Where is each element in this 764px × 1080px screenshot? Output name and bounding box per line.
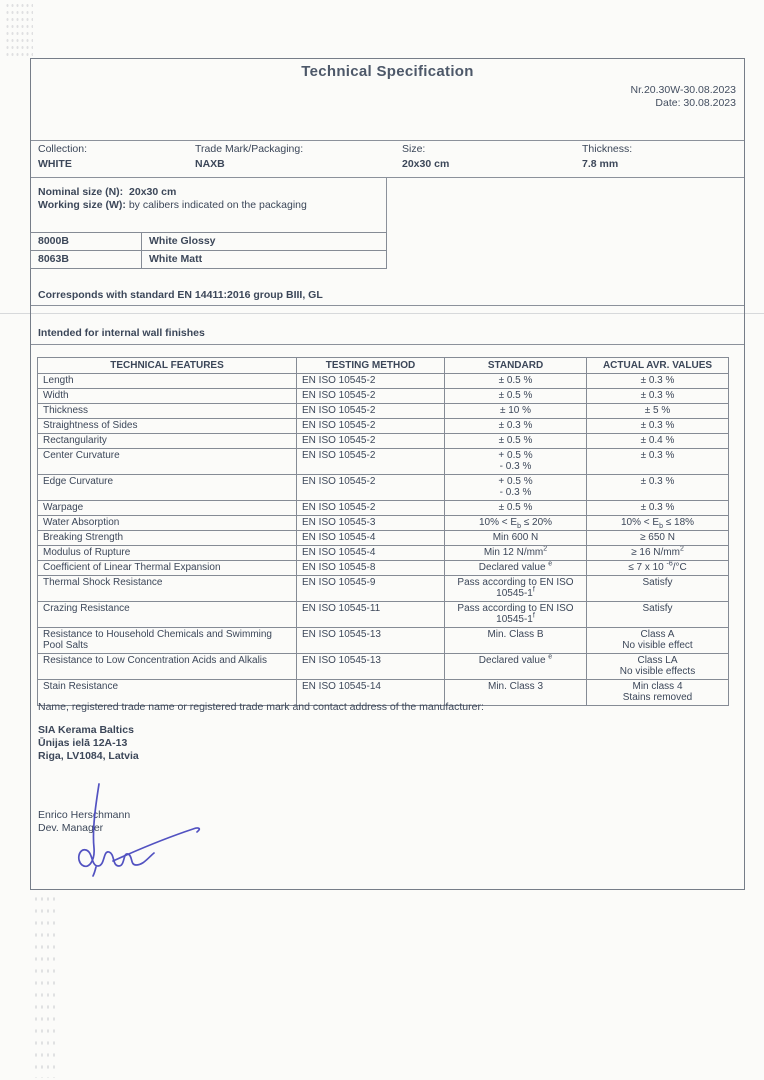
size-note-block	[38, 186, 307, 212]
spec-row	[38, 627, 729, 653]
method-cell: EN ISO 10545-2	[297, 500, 445, 515]
feature-cell: Breaking Strength	[38, 530, 297, 545]
spec-row	[38, 500, 729, 515]
thickness-value: 7.8 mm	[582, 158, 619, 170]
actual-cell: ± 0.3 %	[587, 500, 729, 515]
feature-cell: Warpage	[38, 500, 297, 515]
method-cell: EN ISO 10545-2	[297, 433, 445, 448]
variant-code: 8063B	[31, 251, 142, 268]
divider-line	[31, 177, 744, 178]
working-size-label: Working size (W):	[38, 199, 126, 211]
actual-cell: Class A No visible effect	[587, 627, 729, 653]
feature-cell: Straightness of Sides	[38, 418, 297, 433]
standard-cell: Declared value $^e$	[445, 560, 587, 575]
spec-row	[38, 653, 729, 679]
manufacturer-address-1: Ūnijas ielā 12A-13	[38, 737, 128, 749]
standard-cell: + 0.5 % - 0.3 %	[445, 448, 587, 474]
feature-cell: Thickness	[38, 403, 297, 418]
method-cell: EN ISO 10545-11	[297, 601, 445, 627]
nominal-size-line	[38, 186, 307, 199]
actual-cell: Class LA No visible effects	[587, 653, 729, 679]
feature-cell: Width	[38, 388, 297, 403]
nominal-size-label: Nominal size (N):	[38, 186, 124, 198]
feature-cell: Crazing Resistance	[38, 601, 297, 627]
standard-cell: Declared value $^e$	[445, 653, 587, 679]
actual-cell: $10\% < E_b \le 18\%$	[587, 515, 729, 530]
col-header-features: TECHNICAL FEATURES	[38, 358, 297, 374]
signatory-name: Enrico Herschmann	[38, 809, 131, 821]
feature-cell: Edge Curvature	[38, 474, 297, 500]
method-cell: EN ISO 10545-4	[297, 530, 445, 545]
standard-cell: Min. Class B	[445, 627, 587, 653]
variant-finish: White Glossy	[149, 235, 216, 247]
method-cell: EN ISO 10545-4	[297, 545, 445, 560]
spec-row	[38, 601, 729, 627]
variant-code: 8000B	[31, 233, 142, 250]
actual-cell: ± 5 %	[587, 403, 729, 418]
spec-row	[38, 448, 729, 474]
col-header-standard: STANDARD	[445, 358, 587, 374]
feature-cell: Resistance to Low Concentration Acids and Alkalis	[38, 653, 297, 679]
standard-statement: Corresponds with standard EN 14411:2016 group BIII, GL	[38, 289, 323, 301]
trademark-label: Trade Mark/Packaging:	[195, 143, 304, 155]
actual-cell: ± 0.3 %	[587, 474, 729, 500]
manufacturer-address-block	[38, 724, 139, 763]
actual-cell: Satisfy	[587, 601, 729, 627]
standard-cell: Min. Class 3	[445, 679, 587, 705]
spec-row	[38, 403, 729, 418]
standard-cell: ± 0.3 %	[445, 418, 587, 433]
spec-row	[38, 373, 729, 388]
spec-row	[38, 530, 729, 545]
actual-cell: ± 0.3 %	[587, 448, 729, 474]
standard-cell: Min 12 $N/mm^2$	[445, 545, 587, 560]
doc-number: Nr.20.30W-30.08.2023	[630, 84, 736, 96]
collection-value: WHITE	[38, 158, 72, 170]
feature-cell: Length	[38, 373, 297, 388]
divider-line	[31, 305, 744, 306]
method-cell: EN ISO 10545-13	[297, 627, 445, 653]
collection-label: Collection:	[38, 143, 88, 155]
standard-cell: + 0.5 % - 0.3 %	[445, 474, 587, 500]
spec-row	[38, 388, 729, 403]
divider-line	[31, 140, 744, 141]
document-border-box	[30, 58, 745, 890]
spec-table-body	[38, 373, 729, 705]
method-cell: EN ISO 10545-2	[297, 373, 445, 388]
feature-cell: Stain Resistance	[38, 679, 297, 705]
standard-cell: $10\% < E_b \le 20\%$	[445, 515, 587, 530]
col-header-method: TESTING METHOD	[297, 358, 445, 374]
method-cell: EN ISO 10545-2	[297, 388, 445, 403]
feature-cell: Center Curvature	[38, 448, 297, 474]
actual-cell: ± 0.3 %	[587, 373, 729, 388]
feature-cell: Resistance to Household Chemicals and Swimming Pool Salts	[38, 627, 297, 653]
actual-cell: ± 0.3 %	[587, 388, 729, 403]
signatory-title: Dev. Manager	[38, 822, 104, 834]
variant-row	[31, 233, 386, 250]
standard-cell: ± 0.5 %	[445, 373, 587, 388]
size-label: Size:	[402, 143, 426, 155]
actual-cell: ≥ 650 N	[587, 530, 729, 545]
spec-row	[38, 575, 729, 601]
document-reference	[631, 84, 736, 110]
standard-cell: ± 0.5 %	[445, 388, 587, 403]
feature-cell: Thermal Shock Resistance	[38, 575, 297, 601]
method-cell: EN ISO 10545-14	[297, 679, 445, 705]
nominal-size-value: 20x30 cm	[129, 186, 177, 198]
intended-use-statement: Intended for internal wall finishes	[38, 327, 205, 339]
thickness-label: Thickness:	[582, 143, 633, 155]
page-title: Technical Specification	[301, 63, 474, 80]
method-cell: EN ISO 10545-2	[297, 403, 445, 418]
actual-cell: ± 0.4 %	[587, 433, 729, 448]
doc-date: Date: 30.08.2023	[655, 97, 736, 109]
method-cell: EN ISO 10545-13	[297, 653, 445, 679]
scan-smudge	[5, 2, 33, 60]
spec-row	[38, 560, 729, 575]
spec-row	[38, 515, 729, 530]
divider-line	[31, 344, 744, 345]
standard-cell: Pass according to EN ISO 10545-1$^f$	[445, 575, 587, 601]
method-cell: EN ISO 10545-2	[297, 474, 445, 500]
method-cell: EN ISO 10545-3	[297, 515, 445, 530]
actual-cell: ≤ 7 x 10 $^{-6}$/°C	[587, 560, 729, 575]
standard-cell: Pass according to EN ISO 10545-1$^f$	[445, 601, 587, 627]
trademark-value: NAXB	[195, 158, 225, 170]
feature-cell: Modulus of Rupture	[38, 545, 297, 560]
standard-cell: ± 10 %	[445, 403, 587, 418]
standard-cell: Min 600 N	[445, 530, 587, 545]
manufacturer-address-2: Riga, LV1084, Latvia	[38, 750, 139, 762]
standard-cell: ± 0.5 %	[445, 500, 587, 515]
manufacturer-heading: Name, registered trade name or registered trade mark and contact address of the manufacturer:	[38, 701, 484, 713]
variants-table	[30, 232, 387, 269]
method-cell: EN ISO 10545-2	[297, 418, 445, 433]
scan-noise-strip	[33, 893, 57, 1078]
spec-row	[38, 474, 729, 500]
feature-cell: Rectangularity	[38, 433, 297, 448]
feature-cell: Water Absorption	[38, 515, 297, 530]
method-cell: EN ISO 10545-2	[297, 448, 445, 474]
size-value: 20x30 cm	[402, 158, 450, 170]
working-size-value: by calibers indicated on the packaging	[128, 199, 307, 211]
spec-row	[38, 433, 729, 448]
standard-cell: ± 0.5 %	[445, 433, 587, 448]
spec-table	[37, 357, 729, 706]
signature-image	[55, 779, 215, 879]
actual-cell: ± 0.3 %	[587, 418, 729, 433]
working-size-line	[38, 199, 307, 212]
spec-row	[38, 545, 729, 560]
actual-cell: Min class 4 Stains removed	[587, 679, 729, 705]
variant-finish: White Matt	[149, 253, 203, 265]
method-cell: EN ISO 10545-8	[297, 560, 445, 575]
spec-header-row	[38, 358, 729, 374]
actual-cell: ≥ 16 $N/mm^2$	[587, 545, 729, 560]
feature-cell: Coefficient of Linear Thermal Expansion	[38, 560, 297, 575]
variant-row	[31, 250, 386, 268]
method-cell: EN ISO 10545-9	[297, 575, 445, 601]
manufacturer-name: SIA Kerama Baltics	[38, 724, 134, 736]
spec-row	[38, 418, 729, 433]
col-header-actual: ACTUAL AVR. VALUES	[587, 358, 729, 374]
actual-cell: Satisfy	[587, 575, 729, 601]
